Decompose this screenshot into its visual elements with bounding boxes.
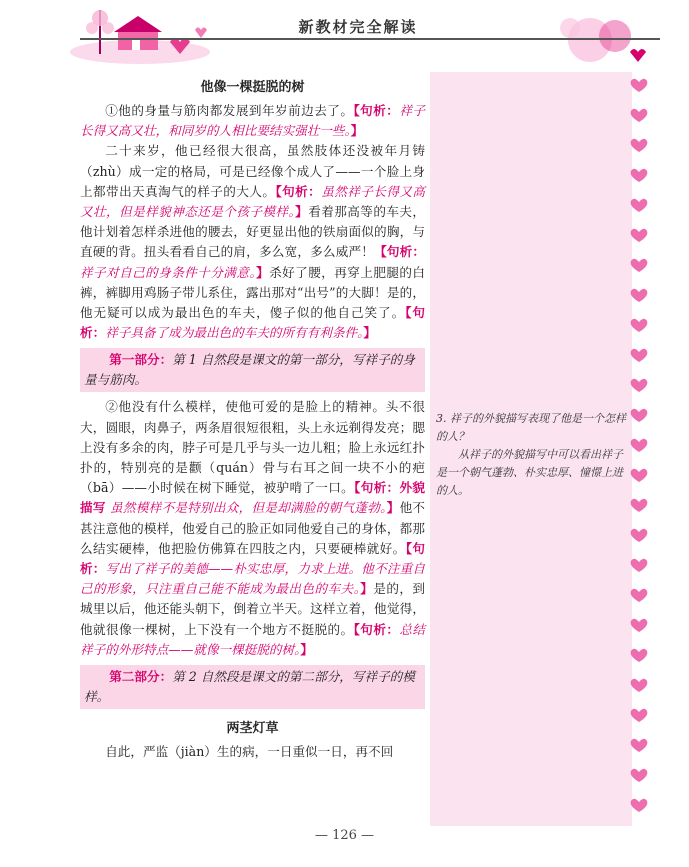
annotation-text: 祥子长得又高又壮，和同岁的人相比要结实强壮一些。 bbox=[80, 103, 426, 139]
annotation-label: 【句析： bbox=[80, 305, 425, 341]
paragraph-3 bbox=[80, 397, 425, 660]
annotation-close: 】 bbox=[256, 264, 270, 280]
paragraph-text: ①他的身量与筋肉都发展到年岁前边去了。 bbox=[105, 103, 354, 118]
part-summary-box bbox=[80, 665, 425, 709]
annotation-close: 】 bbox=[360, 581, 374, 597]
heart-border-decoration bbox=[629, 72, 649, 826]
paragraph-text: 自此，严监（jiàn）生的病，一日重似一日，再不回 bbox=[105, 744, 394, 760]
annotation-label: 【句析： bbox=[353, 103, 400, 118]
annotation-text: 祥子具备了成为最出色的车夫的所有有利条件。 bbox=[105, 325, 364, 341]
section-title: 两茎灯草 bbox=[226, 721, 279, 737]
paragraph-1 bbox=[80, 101, 425, 141]
annotation-close: 】 bbox=[386, 500, 400, 516]
part-summary-box bbox=[80, 348, 425, 392]
annotation-close: 】 bbox=[350, 123, 364, 139]
paragraph-text: 他不甚注意他的模样，他爱自己的脸正如同他爱自己的身体，都那么结实硬棒，他把脸仿佛算在四肢之内，只要硬棒就好。 bbox=[80, 500, 426, 556]
paragraph-text: 是的，到城里以后，他还能头朝下，倒着立半天。这样立着，他觉得，他就很像一棵树，上下没有一个地方不挺脱的。 bbox=[80, 581, 426, 637]
annotation-text: 总结祥子的外形特点——就像一棵挺脱的树。 bbox=[80, 621, 426, 657]
annotation-label: 【句析： bbox=[80, 540, 426, 577]
page-number: — 126 — bbox=[314, 828, 375, 843]
main-text-column bbox=[80, 76, 425, 762]
section-title: 他像一棵挺脱的树 bbox=[200, 80, 305, 95]
side-note-question: 3. 祥子的外貌描写表现了他是一个怎样的人？ bbox=[436, 412, 626, 443]
header-rule bbox=[80, 38, 660, 40]
part-text: 第 2 自然段是课文的第二部分，写祥子的模样。 bbox=[84, 669, 415, 705]
paragraph-4 bbox=[80, 742, 425, 762]
annotation-text: 祥子对自己的身条件十分满意。 bbox=[80, 264, 257, 280]
part-text: 第 1 自然段是课文的第一部分，写祥子的身量与筋肉。 bbox=[84, 352, 415, 388]
annotation-label: 【句析：外貌描写 bbox=[80, 480, 425, 516]
annotation-text: 虽然模样不是特别出众，但是却满脸的朝气蓬勃。 bbox=[110, 500, 387, 516]
paragraph-text: 杀好了腰，再穿上肥腿的白裤，裤脚用鸡肠子带儿系住，露出那对“出号”的大脚！是的，他无疑可以成为最出色的车夫，傻子似的他自己笑了。 bbox=[80, 264, 426, 321]
annotation-text: 写出了祥子的美德——朴实忠厚，力求上进。他不注重自己的形象，只注重自己能不能成为最出色的车夫。 bbox=[80, 561, 426, 597]
annotation-close: 】 bbox=[363, 325, 376, 341]
side-note-answer: 从祥子的外貌描写中可以看出祥子是一个朝气蓬勃、朴实忠厚、憧憬上进的人。 bbox=[436, 448, 623, 497]
page-header bbox=[0, 0, 689, 64]
paragraph-text: 二十来岁，他已经很大很高，虽然肢体还没被年月铸（zhù）成一定的格局，可是已经像个成人了——一个脸上身上都带出天真淘气的样子的大人。 bbox=[80, 143, 425, 199]
annotation-label: 【句析： bbox=[275, 183, 322, 199]
part-label: 第一部分： bbox=[109, 352, 173, 368]
paragraph-2 bbox=[80, 141, 425, 343]
part-label: 第二部分： bbox=[109, 669, 173, 685]
annotation-label: 【句析： bbox=[353, 621, 400, 637]
annotation-close: 】 bbox=[295, 204, 309, 220]
annotation-label: 【句析： bbox=[374, 244, 426, 260]
paragraph-text: 看着那高等的车夫，他计划着怎样杀进他的腰去，好更显出他的铁扇面似的胸，与直硬的背。扭头看看自己的肩，多么宽，多么威严！ bbox=[80, 204, 426, 260]
header-title: 新教材完全解读 bbox=[298, 18, 418, 36]
annotation-text: 虽然祥子长得又高又壮，但是样貌神态还是个孩子模样。 bbox=[80, 183, 426, 220]
annotation-close: 】 bbox=[300, 641, 313, 657]
paragraph-text: ②他没有什么模样，使他可爱的是脸上的精神。头不很大，圆眼，肉鼻子，两条眉很短很粗，头上永远剃得发亮；腮上没有多余的肉，脖子可是几乎与头一边儿粗；脸上永远红扑扑的，特别亮的是颧（quán）骨与右耳之间一块不小的疤（bā）——小时候在树下睡觉，被驴啃了一口。 bbox=[80, 399, 425, 496]
